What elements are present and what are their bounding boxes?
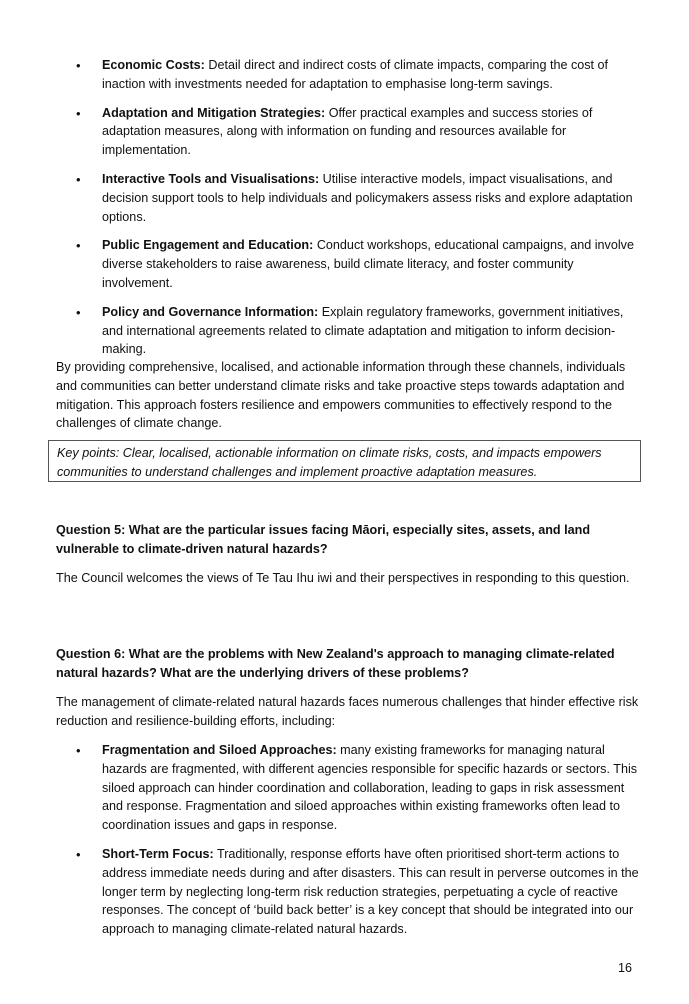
list-item-text: Detail direct and indirect costs of climate impacts, comparing the cost of inaction with investments needed for adaptation to emphasise long-term savings. [102,58,609,91]
summary-paragraph: By providing comprehensive, localised, and actionable information through these channels, individuals and communities can better understand climate risks and take proactive steps towards adaptation and mitigation. This approach fosters resilience and empowers communities to effectively respond to the challenges of climate change. [56,360,626,431]
bullet-icon: • [76,846,81,862]
list-item-text: Traditionally, response efforts have often prioritised short-term actions to address immediate needs during and after disasters. This can result in perverse outcomes in the longer term by neglecting long-term risk reduction strategies, perpetuating a cycle of reactive responses. The concept of ‘build back better’ is a key concept that should be integrated into our approach to managing climate-related natural hazards. [102,846,639,937]
bullet-icon: • [76,238,81,254]
list-item-text: Utilise interactive models, impact visualisations, and decision support tools to help individuals and policymakers assess risks and explore adaptation options. [102,171,633,224]
list-item [0,104,689,160]
list-item-title: Public Engagement and Education: [102,238,314,253]
list-item [0,170,689,226]
question-5-heading: Question 5: What are the particular issues facing Māori, especially sites, assets, and land vulnerable to climate-driven natural hazards? [56,523,591,556]
list-item [0,303,689,359]
question-6-intro: The management of climate-related natural hazards faces numerous challenges that hinder effective risk reduction and resilience-building efforts, including: [56,695,639,728]
question-5-answer: The Council welcomes the views of Te Tau Ihu iwi and their perspectives in responding to this question. [56,571,630,585]
list-item-text: Conduct workshops, educational campaigns, and involve diverse stakeholders to raise awareness, build climate literacy, and foster community involvement. [102,238,634,290]
list-item-title: Fragmentation and Siloed Approaches: [102,743,337,757]
page-number: 16 [618,961,633,975]
list-item [0,845,689,939]
list-item-title: Economic Costs: [102,58,205,72]
list-item-title: Short-Term Focus: [102,846,214,861]
list-item-text: Explain regulatory frameworks, government initiatives, and international agreements related to climate adaptation and mitigation to inform decision-making. [102,304,624,357]
bullet-icon: • [76,105,81,121]
list-item-text: Offer practical examples and success stories of adaptation measures, along with information on funding and resources available for implementation. [102,105,593,158]
list-item-title: Policy and Governance Information: [102,304,319,319]
bullet-icon: • [76,171,81,187]
list-item-title: Interactive Tools and Visualisations: [102,171,320,186]
bullet-icon: • [76,58,81,73]
list-item [0,236,689,292]
top-bullet-list [0,56,689,369]
bullet-icon: • [76,304,81,320]
question-6-heading: Question 6: What are the problems with New Zealand's approach to managing climate-related natural hazards? What are the underlying drivers of these problems? [56,647,615,680]
key-points-box: Key points: Clear, localised, actionable information on climate risks, costs, and impacts empowers communities to understand challenges and implement proactive adaptation measures. [48,440,641,482]
list-item [0,56,689,94]
list-item-title: Adaptation and Mitigation Strategies: [102,105,326,120]
list-item-text: many existing frameworks for managing natural hazards are fragmented, with different agencies responsible for specific hazards or sectors. This siloed approach can hinder coordination and collaboration, leading to gaps in risk assessment and response. Fragmentation and siloed approaches within existing frameworks often lead to coordination issues and gaps in response. [102,743,638,833]
bullet-icon: • [76,743,81,758]
list-item [0,741,689,835]
bottom-bullet-list [0,741,689,949]
